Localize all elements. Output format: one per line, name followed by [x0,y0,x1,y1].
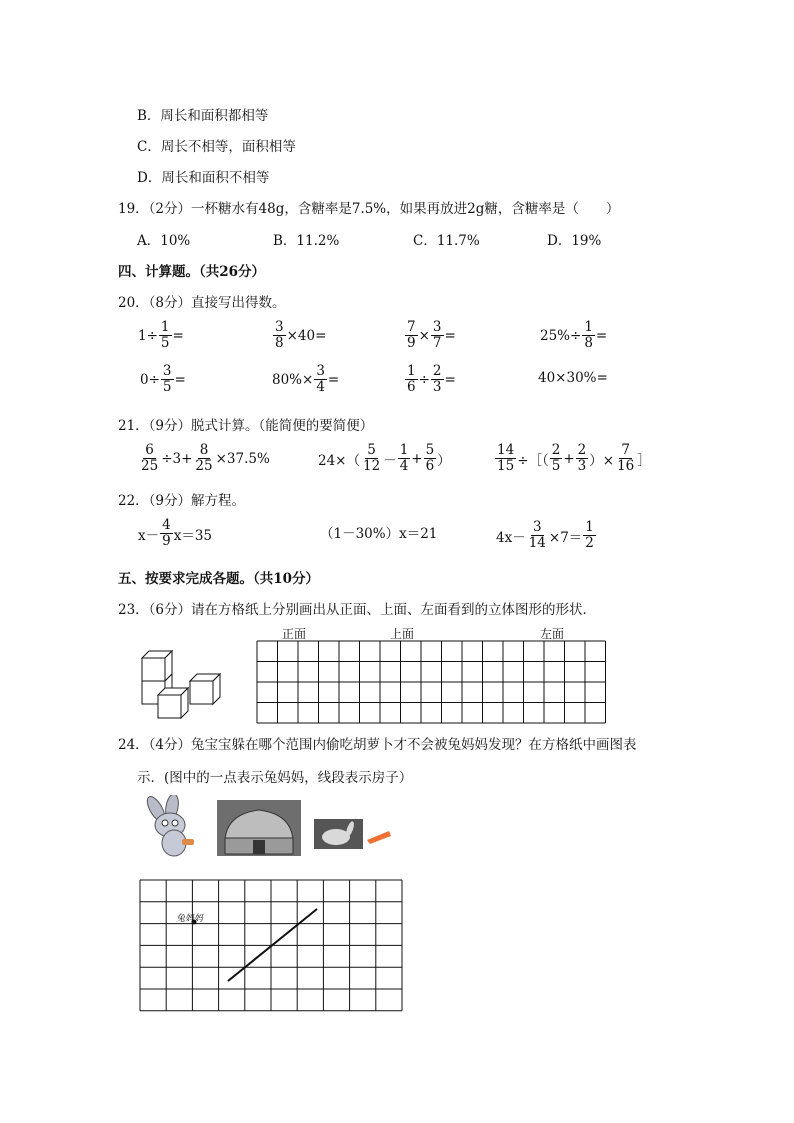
q18-option-d: D．周长和面积不相等 [137,170,270,186]
q19-option-a: A．10% [137,233,191,249]
rabbit-photo-image [314,819,363,849]
q23-label-front: 正面 [282,627,307,641]
q18-option-b: B．周长和面积都相等 [137,108,269,124]
q23-label-top: 上面 [390,627,415,641]
section5-title: 五、按要求完成各题。（共10分） [118,571,320,587]
q24-stem-line2: 示．(图中的一点表示兔妈妈，线段表示房子） [137,770,413,786]
q21-stem: 21．（9分）脱式计算。（能简便的要简便） [118,418,374,434]
carrot-image [367,830,391,844]
q21-expr-1: $\frac{6}{25}$ ÷3+ $\frac{8}{25}$ ×37.5% [141,442,270,474]
q18-option-c: C．周长不相等，面积相等 [137,139,296,155]
cube-figure [136,648,228,722]
q20-expr-8: 40×30%= [538,370,608,386]
mother-rabbit-label: 兔妈妈 [176,914,204,924]
rabbit-cartoon-image [142,795,208,859]
q20-expr-5: 0 ÷ $\frac{3}{5}$ = [140,363,186,395]
section4-title: 四、计算题。（共26分） [118,264,266,280]
q19-stem: 19．（2分）一杯糖水有48g，含糖率是7.5%，如果再放进2g糖，含糖率是（ ） [118,201,620,217]
q22-stem: 22．（9分）解方程。 [118,493,246,509]
q24-grid [139,879,407,1013]
q19-option-c: C．11.7% [413,233,480,249]
q23-stem: 23．（6分）请在方格纸上分别画出从正面、上面、左面看到的立体图形的形状． [118,602,597,618]
q21-expr-2: 24×（ $\frac{5}{12}$ － $\frac{1}{4}$ + $\frac{5}{6}$ ） [318,442,451,474]
q19-option-b: B．11.2% [273,233,340,249]
q24-stem-line1: 24．（4分）兔宝宝躲在哪个范围内偷吃胡萝卜才不会被兔妈妈发现？在方格纸中画图表 [118,737,637,753]
q22-expr-3: 4x－ $\frac{3}{14}$ ×7＝ $\frac{1}{2}$ [496,519,594,551]
q20-expr-4: 25%÷ $\frac{1}{8}$ = [540,319,608,351]
q20-expr-1: 1 ÷ $\frac{1}{5}$ = [138,319,184,351]
q20-stem: 20．（8分）直接写出得数。 [118,295,286,311]
q22-expr-2: （1－30%）x＝21 [320,526,438,542]
q20-expr-2: $\frac{3}{8}$ ×40= [275,319,327,351]
q20-expr-6: 80%× $\frac{3}{4}$ = [272,363,340,395]
q20-expr-7: $\frac{1}{6}$ ÷ $\frac{2}{3}$ = [407,363,456,395]
q20-expr-3: $\frac{7}{9}$ × $\frac{3}{7}$ = [407,319,456,351]
q22-expr-1: x－ $\frac{4}{9}$ x＝35 [138,517,213,549]
q19-option-d: D．19% [547,233,602,249]
q23-grid [256,640,608,726]
q23-label-left: 左面 [540,627,565,641]
q21-expr-3: $\frac{14}{15}$ ÷［（ $\frac{2}{5}$ + $\frac{2}{3}$ ）× $\frac{7}{16}$ ］ [497,442,651,474]
yurt-house-image [217,800,301,856]
